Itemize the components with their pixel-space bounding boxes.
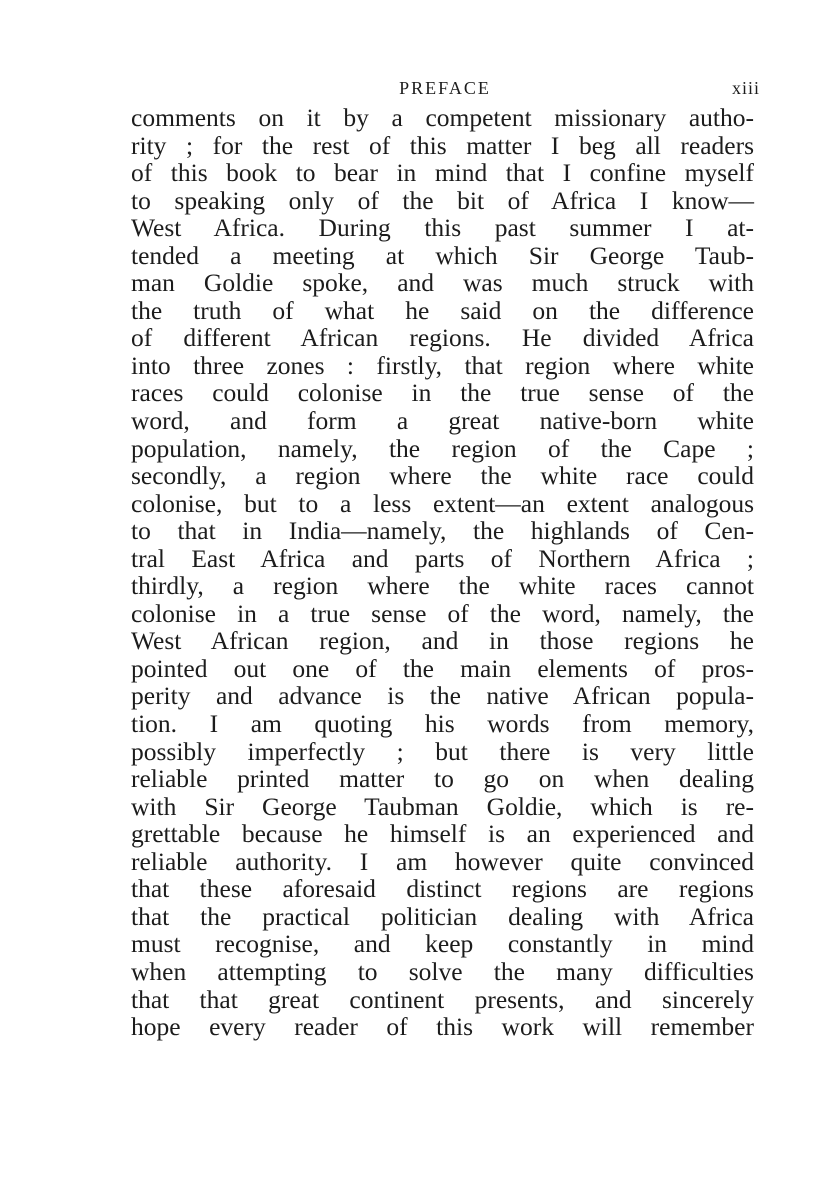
text-line: that the practical politician dealing with Africa	[131, 901, 754, 931]
text-line: of different African regions. He divided Africa	[131, 323, 754, 353]
text-line: that these aforesaid distinct regions are regions	[131, 874, 754, 904]
text-line: West Africa. During this past summer I at-	[131, 213, 754, 243]
text-line: pointed out one of the main elements of pros-	[131, 653, 754, 683]
text-line: rity ; for the rest of this matter I beg all readers	[131, 130, 754, 160]
text-line: West African region, and in those regions he	[131, 626, 754, 656]
text-line: word, and form a great native-born white	[131, 406, 754, 436]
text-line: hope every reader of this work will remember	[131, 1012, 754, 1042]
text-line: of this book to bear in mind that I confine myself	[131, 158, 754, 188]
text-line: man Goldie spoke, and was much struck with	[131, 268, 754, 298]
text-line: reliable printed matter to go on when dealing	[131, 764, 754, 794]
text-line: secondly, a region where the white race could	[131, 461, 754, 491]
text-line: population, namely, the region of the Cape ;	[131, 433, 754, 463]
text-line: colonise, but to a less extent—an extent analogous	[131, 488, 754, 518]
text-line: grettable because he himself is an experienced and	[131, 819, 754, 849]
text-line: to that in India—namely, the highlands of Cen-	[131, 516, 754, 546]
body-text	[131, 104, 754, 1041]
text-line: into three zones : firstly, that region where white	[131, 350, 754, 380]
text-line: thirdly, a region where the white races cannot	[131, 571, 754, 601]
running-head	[130, 76, 760, 100]
text-line: must recognise, and keep constantly in mind	[131, 929, 754, 959]
text-line: comments on it by a competent missionary autho-	[131, 103, 754, 132]
text-line: races could colonise in the true sense of the	[131, 378, 754, 408]
text-line: tion. I am quoting his words from memory,	[131, 709, 754, 739]
text-line: to speaking only of the bit of Africa I know—	[131, 185, 754, 215]
text-line: perity and advance is the native African popula-	[131, 681, 754, 711]
text-line: that that great continent presents, and sincerely	[131, 984, 754, 1014]
text-line: tral East Africa and parts of Northern Africa ;	[131, 543, 754, 573]
text-line: when attempting to solve the many difficulties	[131, 956, 754, 986]
text-line: the truth of what he said on the difference	[131, 295, 754, 325]
text-line: reliable authority. I am however quite convinced	[131, 846, 754, 876]
page-number: xiii	[731, 78, 760, 98]
text-line: colonise in a true sense of the word, namely, the	[131, 598, 754, 628]
text-line: with Sir George Taubman Goldie, which is re-	[131, 791, 754, 821]
text-line: tended a meeting at which Sir George Taub-	[131, 240, 754, 270]
running-title: PREFACE	[399, 78, 491, 98]
text-line: possibly imperfectly ; but there is very little	[131, 736, 754, 766]
